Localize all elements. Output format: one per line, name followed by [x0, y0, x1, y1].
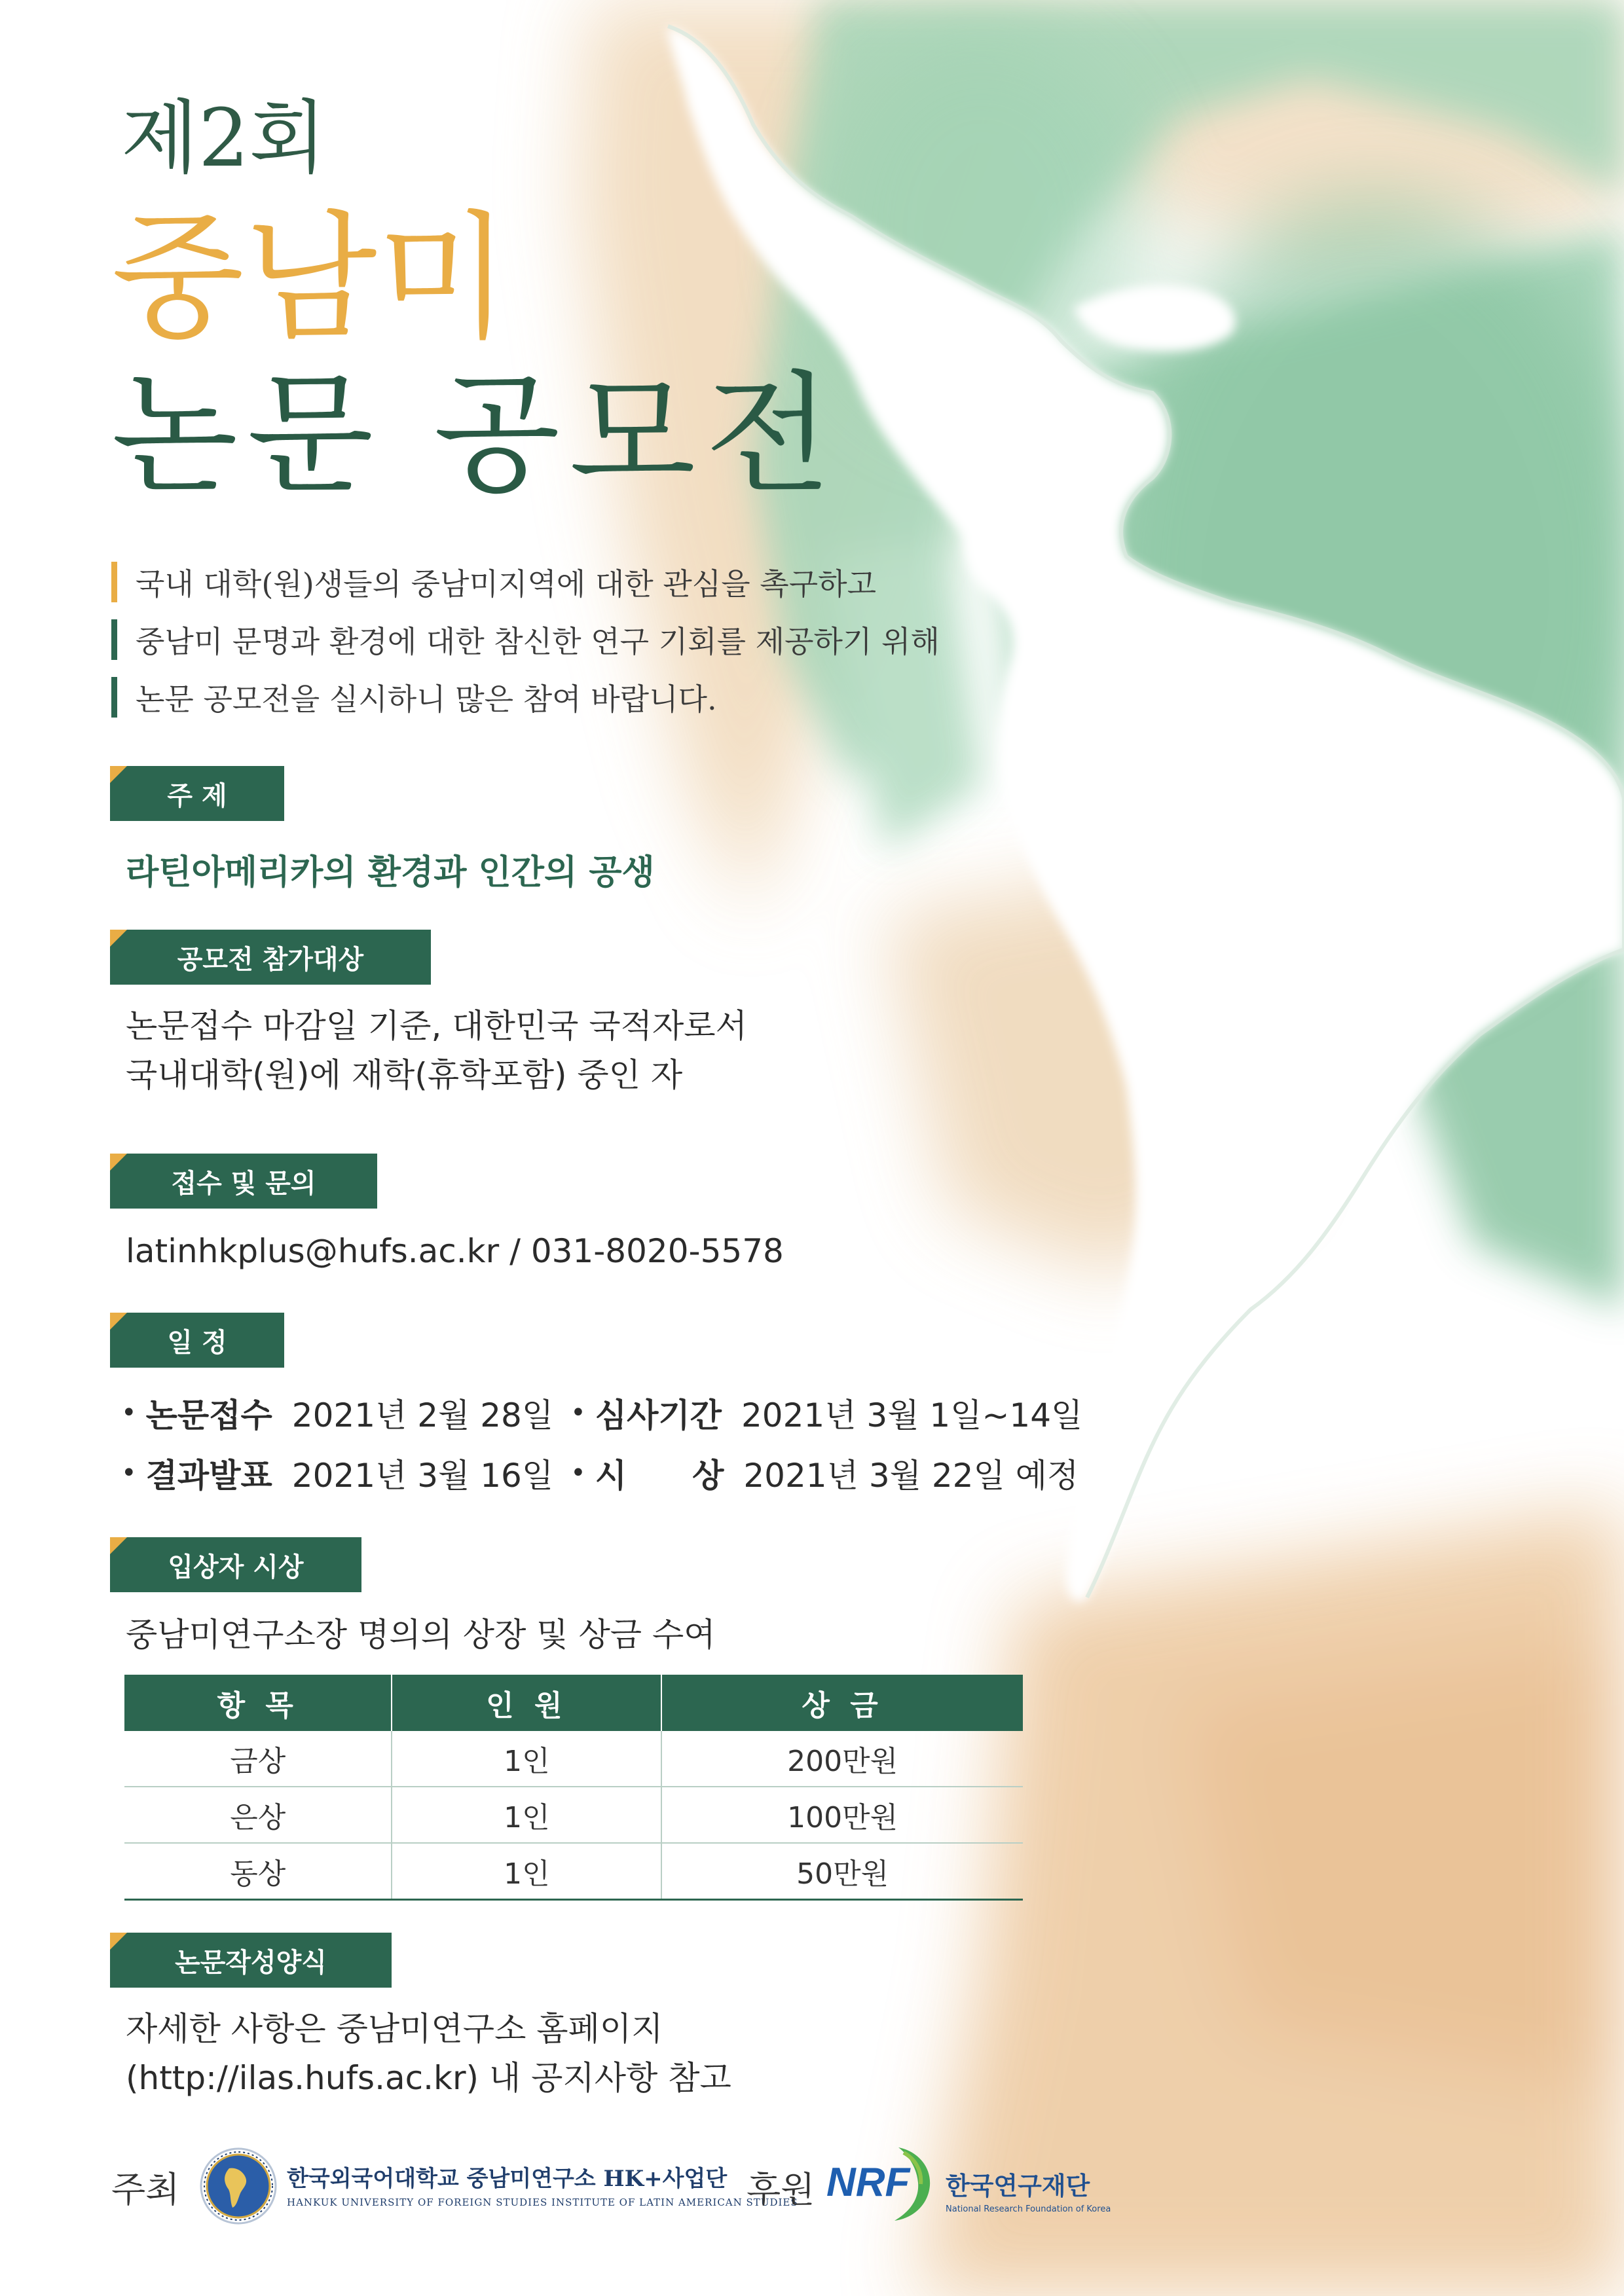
- schedule-label: 시 상: [595, 1457, 724, 1495]
- globe-emblem-icon: [200, 2147, 277, 2225]
- column-header: 상 금: [661, 1675, 1023, 1731]
- bullet-icon: •: [121, 1458, 137, 1488]
- awards-text: 중남미연구소장 명의의 상장 및 상금 수여: [126, 1616, 716, 1654]
- sponsor-org: [946, 2166, 1111, 2214]
- table-cell: 1인: [392, 1787, 661, 1843]
- accent-bar: [111, 619, 117, 660]
- table-row: [124, 1731, 1023, 1787]
- section-heading-awards: 입상자 시상: [110, 1537, 361, 1592]
- schedule-row: [121, 1443, 1099, 1503]
- section-heading-contact: 접수 및 문의: [110, 1154, 377, 1209]
- table-cell: 100만원: [661, 1787, 1023, 1843]
- host-label: 주최: [111, 2169, 180, 2210]
- contact-text[interactable]: latinhkplus@hufs.ac.kr / 031-8020-5578: [126, 1232, 784, 1270]
- nrf-logo-icon: [826, 2140, 938, 2225]
- eligibility-text: [126, 1002, 747, 1100]
- bullet-icon: •: [570, 1398, 586, 1428]
- table-cell: 1인: [392, 1843, 661, 1900]
- table-cell: 동상: [124, 1843, 392, 1900]
- intro-text: 국내 대학(원)생들의 중남미지역에 대한 관심을 촉구하고: [136, 566, 877, 602]
- awards-table: [124, 1675, 1023, 1901]
- nrf-logo-text: NRF: [826, 2160, 910, 2205]
- schedule-row: [121, 1383, 1099, 1443]
- table-cell: 1인: [392, 1731, 661, 1787]
- accent-bar: [111, 562, 117, 602]
- intro-block: [111, 553, 1028, 726]
- prize-table: [124, 1675, 1023, 1901]
- schedule-label: 결과발표: [145, 1457, 272, 1495]
- host-org: [287, 2160, 798, 2208]
- schedule-value: 2021년 3월 1일~14일: [741, 1396, 1083, 1434]
- format-line[interactable]: (http://ilas.hufs.ac.kr) 내 공지사항 참고: [126, 2059, 731, 2097]
- section-heading-topic: 주 제: [110, 766, 284, 821]
- title-contest: 논문 공모전: [111, 359, 841, 511]
- title-region: 중남미: [111, 198, 510, 358]
- column-header: 항 목: [124, 1675, 392, 1731]
- table-header-row: [124, 1675, 1023, 1731]
- schedule-value: 2021년 3월 16일: [291, 1457, 554, 1495]
- section-heading-format: 논문작성양식: [110, 1933, 392, 1988]
- section-heading-eligibility: 공모전 참가대상: [110, 930, 431, 985]
- format-text: [126, 2005, 731, 2103]
- host-name-en: HANKUK UNIVERSITY OF FOREIGN STUDIES INSTITUTE OF LATIN AMERICAN STUDIES: [287, 2196, 798, 2208]
- schedule-list: [121, 1383, 1099, 1503]
- sponsor-name-en: National Research Foundation of Korea: [946, 2204, 1111, 2214]
- table-cell: 200만원: [661, 1731, 1023, 1787]
- table-row: [124, 1843, 1023, 1900]
- sponsor-label: 후원: [747, 2169, 815, 2210]
- eligibility-line: 논문접수 마감일 기준, 대한민국 국적자로서: [126, 1007, 747, 1045]
- intro-text: 논문 공모전을 실시하니 많은 참여 바랍니다.: [136, 682, 717, 717]
- intro-text: 중남미 문명과 환경에 대한 참신한 연구 기회를 제공하기 위해: [136, 624, 940, 659]
- schedule-label: 논문접수: [145, 1396, 272, 1434]
- topic-text: 라틴아메리카의 환경과 인간의 공생: [126, 853, 655, 892]
- eligibility-line: 국내대학(원)에 재학(휴학포함) 중인 자: [126, 1056, 683, 1094]
- intro-line: [111, 553, 1028, 611]
- accent-bar: [111, 677, 117, 718]
- schedule-label: 심사기간: [595, 1396, 722, 1434]
- schedule-value: 2021년 3월 22일 예정: [743, 1457, 1079, 1495]
- table-cell: 금상: [124, 1731, 392, 1787]
- intro-line: [111, 668, 1028, 726]
- table-cell: 50만원: [661, 1843, 1023, 1900]
- table-row: [124, 1787, 1023, 1843]
- host-name-ko: 한국외국어대학교 중남미연구소 HK+사업단: [287, 2166, 728, 2192]
- bullet-icon: •: [121, 1398, 137, 1428]
- schedule-value: 2021년 2월 28일: [291, 1396, 554, 1434]
- intro-line: [111, 611, 1028, 668]
- edition-label: 제2회: [121, 92, 327, 185]
- table-cell: 은상: [124, 1787, 392, 1843]
- column-header: 인 원: [392, 1675, 661, 1731]
- format-line: 자세한 사항은 중남미연구소 홈페이지: [126, 2010, 663, 2048]
- bullet-icon: •: [570, 1458, 586, 1488]
- section-heading-schedule: 일 정: [110, 1313, 284, 1368]
- sponsor-name-ko: 한국연구재단: [946, 2172, 1090, 2200]
